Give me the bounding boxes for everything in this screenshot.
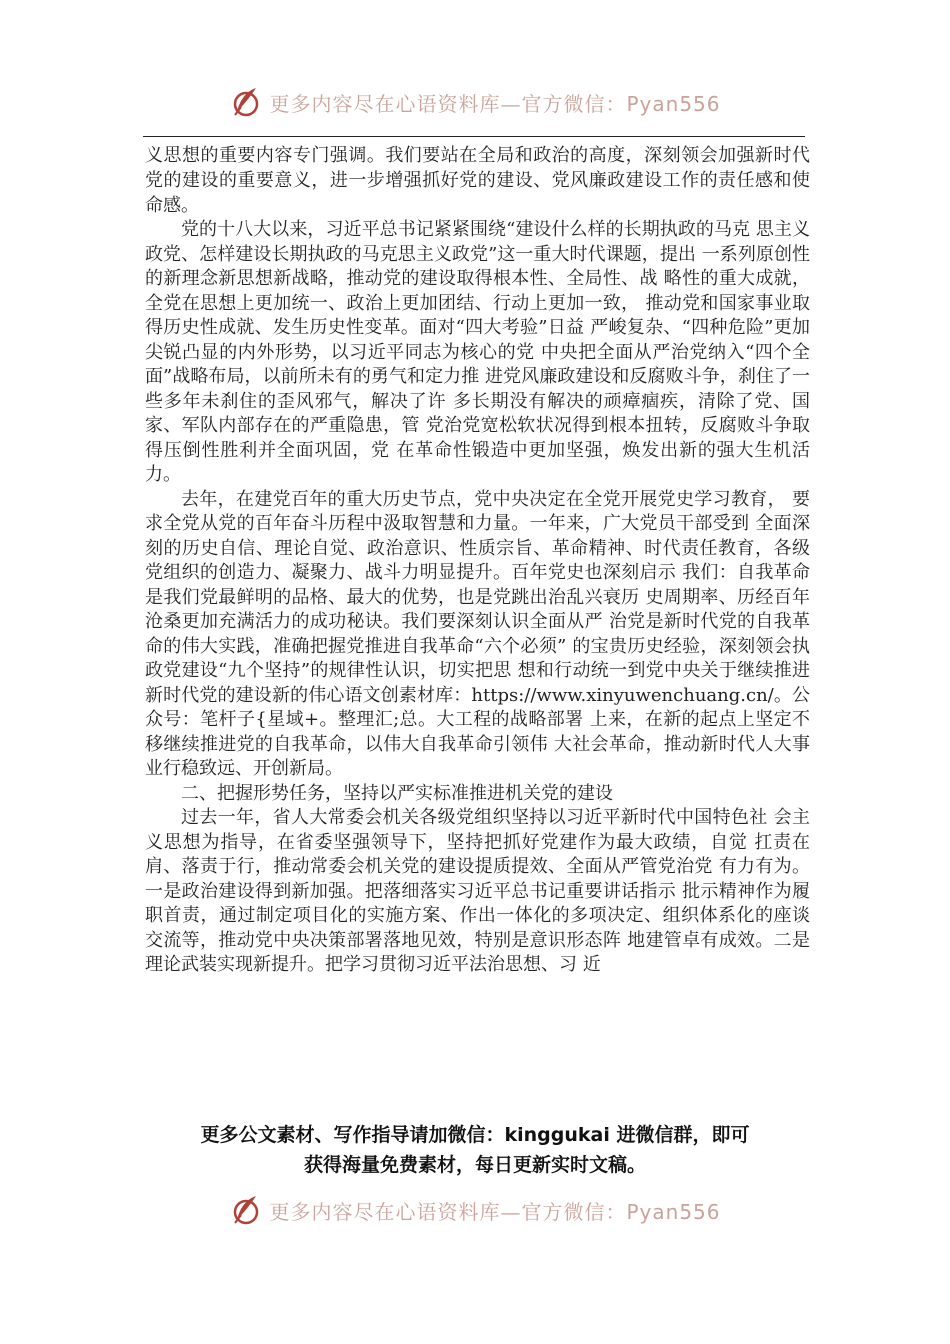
footer-banner bbox=[0, 1190, 950, 1230]
promo-text bbox=[130, 1120, 820, 1180]
footer-banner-text bbox=[269, 1196, 720, 1225]
header-banner bbox=[0, 82, 950, 122]
header-banner-account: Pyan556 bbox=[626, 91, 721, 116]
paragraph-1: 义思想的重要内容专门强调。我们要站在全局和政治的高度，深刻领会加强新时代党的建设的重要意义，进一步增强抓好党的建设、党风廉政建设工作的责任感和使命感。 bbox=[145, 145, 810, 216]
footer-banner-account: Pyan556 bbox=[626, 1199, 721, 1224]
promo-line-2: 获得海量免费素材，每日更新实时文稿。 bbox=[303, 1154, 646, 1176]
header-divider bbox=[143, 136, 805, 137]
header-banner-label: 更多内容尽在心语资料库—官方微信： bbox=[269, 91, 627, 116]
header-banner-text bbox=[269, 88, 720, 117]
feather-seal-icon bbox=[229, 1193, 263, 1227]
paragraph-4: 过去一年，省人大常委会机关各级党组织坚持以习近平新时代中国特色社 会主义思想为指导，在省委坚强领导下，坚持把抓好党建作为最大政绩，自觉 扛责在肩、落责于行，推动常委会机关党的建设提质提效、全面从严管党治党 有力有为。一是政治建设得到新加强。把落细落实习近平总书记重要讲话指示 批示精神作为履职首责，通过制定项目化的实施方案、作出一体化的多项决定、组织体系化的座谈交流等，推动党中央决策部署落地见效，特别是意识形态阵 地建管卓有成效。二是理论武装实现新提升。把学习贯彻习近平法治思想、习 近 bbox=[145, 807, 810, 975]
footer-banner-label: 更多内容尽在心语资料库—官方微信： bbox=[269, 1199, 627, 1224]
document-body bbox=[145, 143, 810, 978]
feather-seal-icon bbox=[229, 85, 263, 119]
section-heading: 二、把握形势任务，坚持以严实标准推进机关党的建设 bbox=[181, 782, 613, 804]
paragraph-2: 党的十八大以来，习近平总书记紧紧围绕“建设什么样的长期执政的马克 思主义政党、怎样建设长期执政的马克思主义政党”这一重大时代课题，提出 一系列原创性的新理念新思想新战略，推动党的建设取得根本性、全局性、战 略性的重大成就，全党在思想上更加统一、政治上更加团结、行动上更加一致， 推动党和国家事业取得历史性成就、发生历史性变革。面对“四大考验”日益 严峻复杂、“四种危险”更加尖锐凸显的内外形势，以习近平同志为核心的党 中央把全面从严治党纳入“四个全面”战略布局，以前所未有的勇气和定力推 进党风廉政建设和反腐败斗争，刹住了一些多年未刹住的歪风邪气，解决了许 多长期没有解决的顽瘴痼疾，清除了党、国家、军队内部存在的严重隐患，管 党治党宽松软状况得到根本扭转，反腐败斗争取得压倒性胜利并全面巩固，党 在革命性锻造中更加坚强，焕发出新的强大生机活力。 bbox=[145, 219, 810, 485]
paragraph-3: 去年，在建党百年的重大历史节点，党中央决定在全党开展党史学习教育， 要求全党从党的百年奋斗历程中汲取智慧和力量。一年来，广大党员干部受到 全面深刻的历史自信、理论自觉、政治意识、性质宗旨、革命精神、时代责任教育，各级党组织的创造力、凝聚力、战斗力明显提升。百年党史也深刻启示 我们：自我革命是我们党最鲜明的品格、最大的优势，也是党跳出治乱兴衰历 史周期率、历经百年沧桑更加充满活力的成功秘诀。我们要深刻认识全面从严 治党是新时代党的自我革命的伟大实践，准确把握党推进自我革命“六个必须” 的宝贵历史经验，深刻领会执政党建设“九个坚持”的规律性认识，切实把思 想和行动统一到党中央关于继续推进新时代党的建设新的伟心语文创素材库：https://www.xinyuwenchuang.cn/。公众号：笔杆子{星域+。整理汇;总。大工程的战略部署 上来，在新的起点上坚定不移继续推进党的自我革命，以伟大自我革命引领伟 大社会革命，推动新时代人大事业行稳致远、开创新局。 bbox=[145, 488, 810, 779]
promo-line-1: 更多公文素材、写作指导请加微信：kinggukai 进微信群，即可 bbox=[200, 1124, 750, 1146]
